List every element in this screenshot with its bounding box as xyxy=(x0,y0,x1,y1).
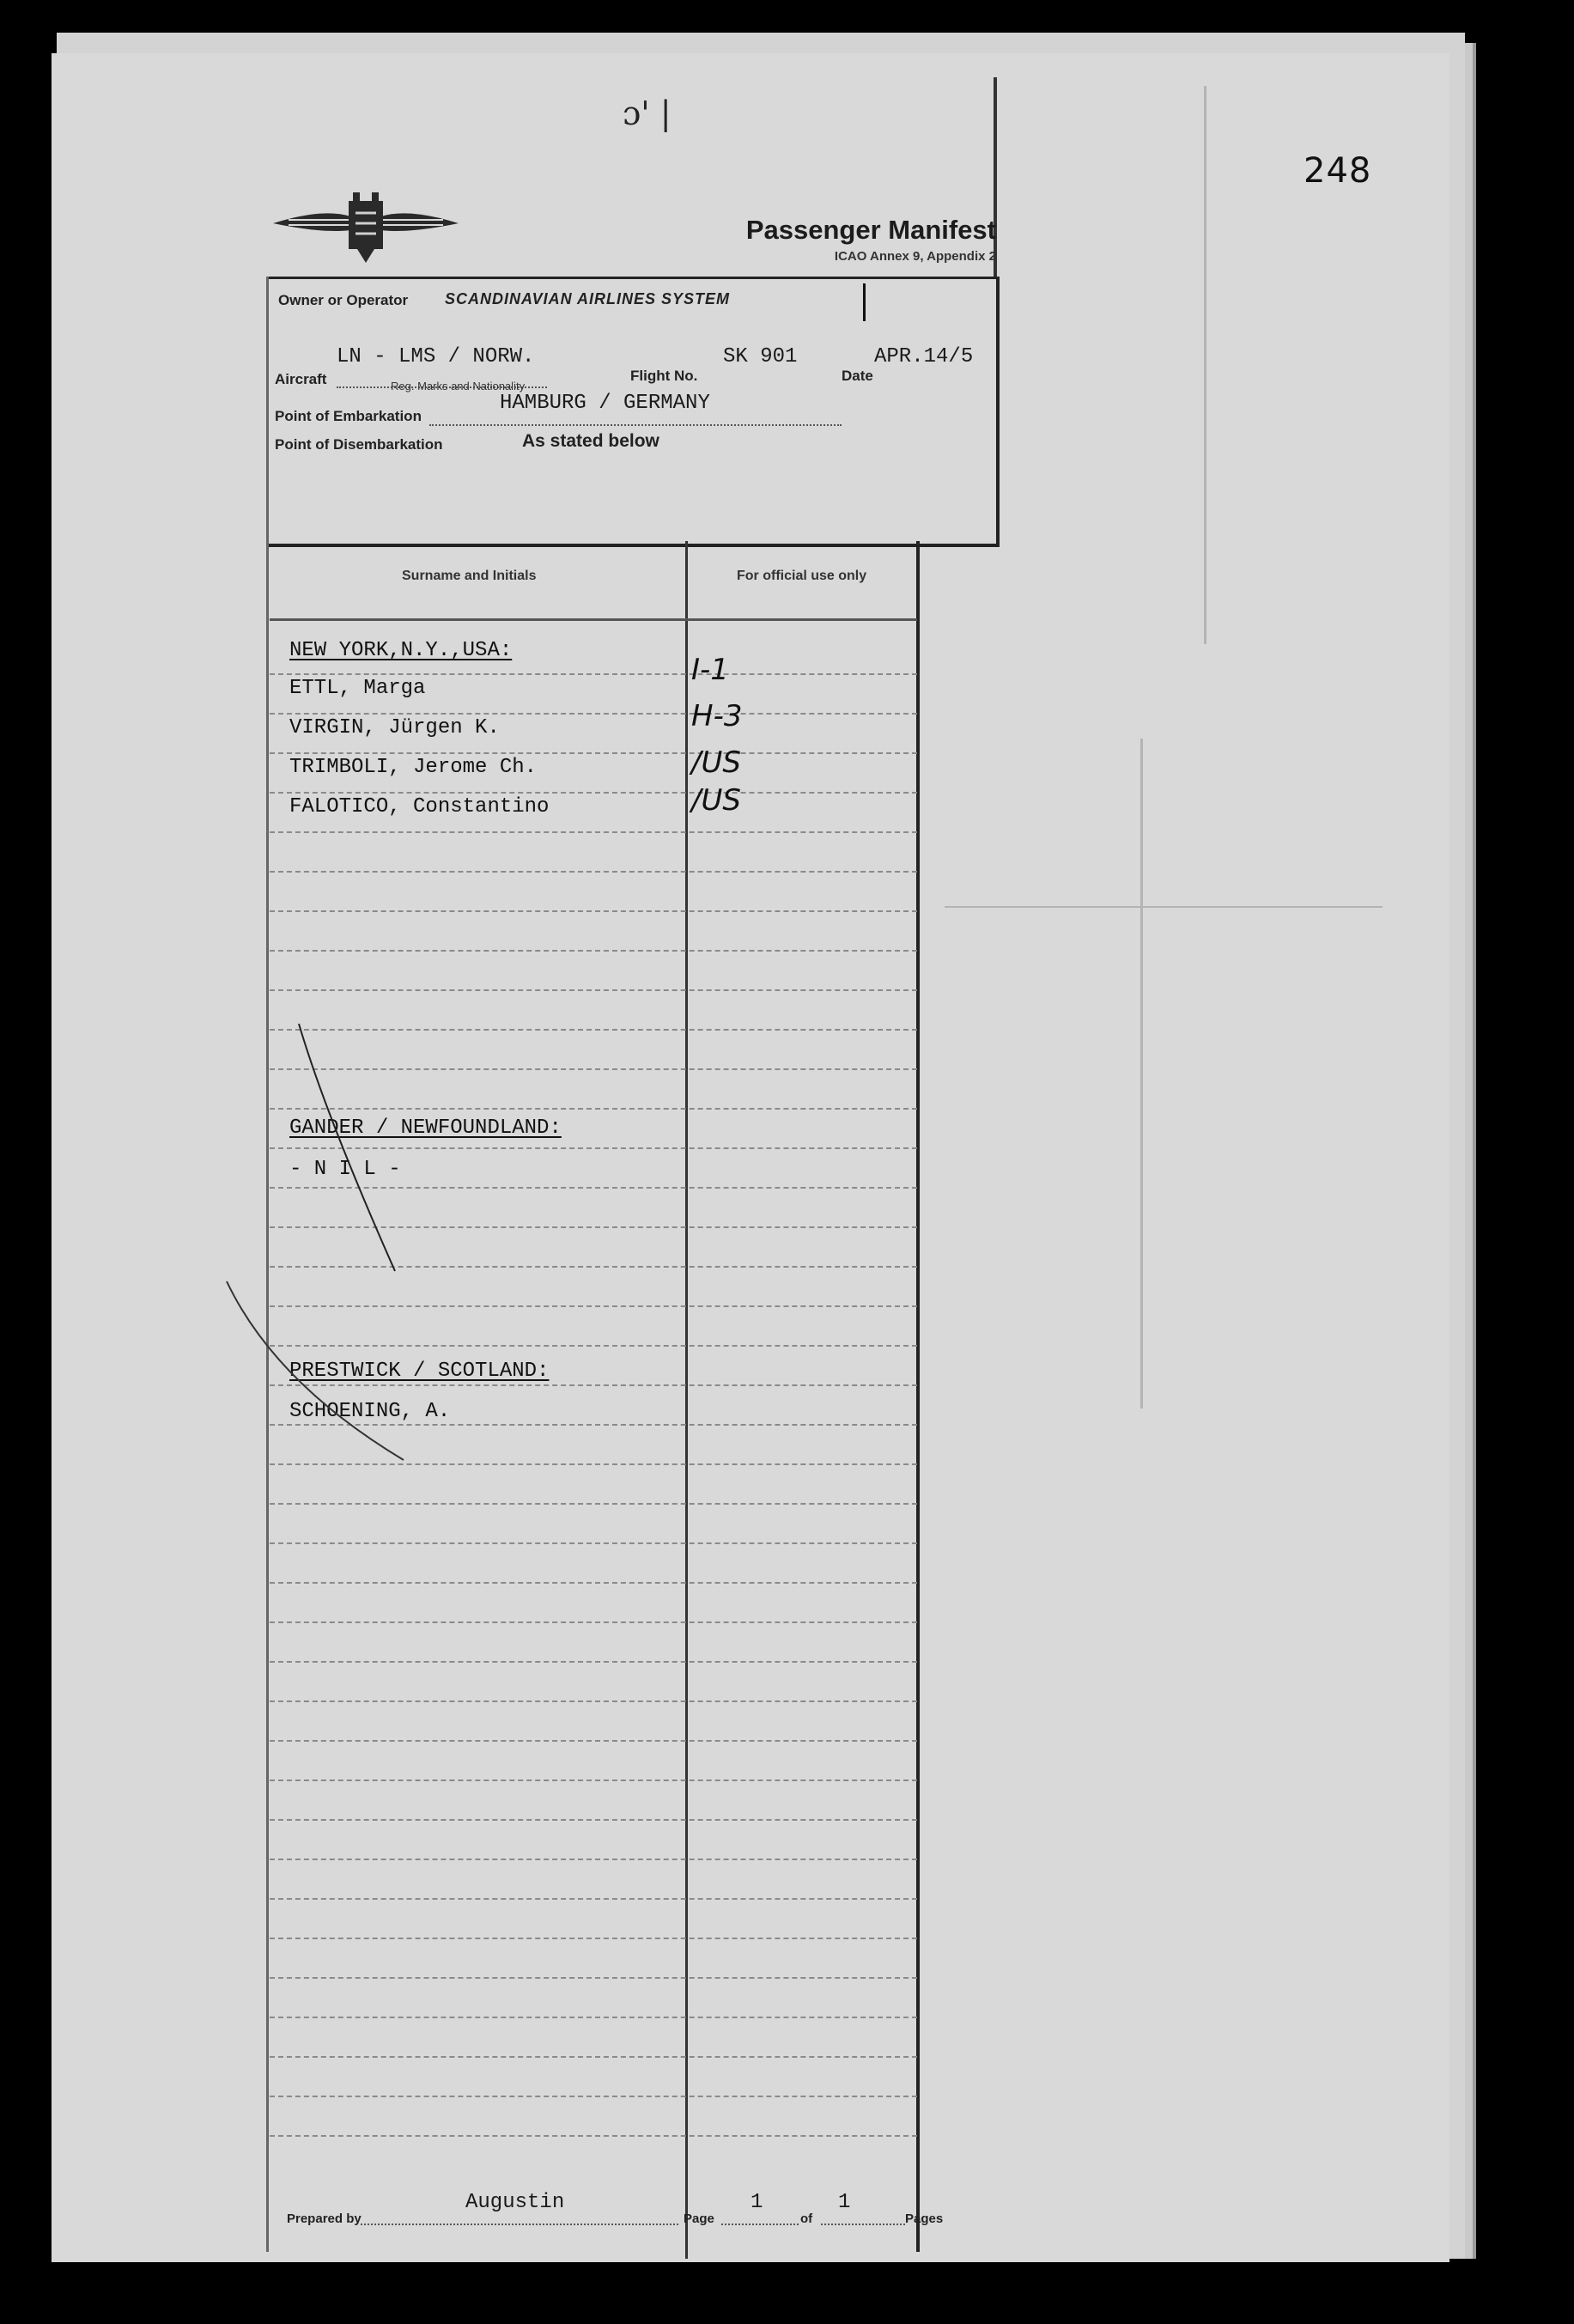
table-rule xyxy=(270,831,917,833)
table-rule xyxy=(270,1780,917,1781)
flight-number-value: SK 901 xyxy=(723,345,798,368)
form-title: Passenger Manifest xyxy=(745,215,996,245)
column-header-official: For official use only xyxy=(737,569,867,583)
column-divider xyxy=(685,541,688,2259)
handwritten-stroke xyxy=(223,1280,412,1469)
official-mark: H-3 xyxy=(691,699,743,733)
of-label: of xyxy=(800,2211,813,2226)
passenger-manifest-form xyxy=(258,77,996,2242)
official-mark: /US xyxy=(691,783,741,818)
form-subtitle: ICAO Annex 9, Appendix 2 xyxy=(834,249,996,264)
owner-label: Owner or Operator xyxy=(278,292,409,308)
top-mark: ɔ' | xyxy=(623,94,672,132)
prepared-by-value: Augustin xyxy=(465,2191,565,2214)
table-rule xyxy=(270,1700,917,1702)
table-rule xyxy=(270,989,917,991)
form-footer xyxy=(258,2186,996,2246)
table-rule xyxy=(270,1582,917,1584)
table-rule xyxy=(270,1938,917,1939)
table-rule xyxy=(270,2135,917,2137)
form-title-block xyxy=(635,215,996,264)
passenger-row: FALOTICO, Constantino xyxy=(289,795,550,818)
table-rule xyxy=(270,2056,917,2058)
of-value: 1 xyxy=(838,2191,851,2214)
passenger-row: VIRGIN, Jürgen K. xyxy=(289,716,500,739)
date-value: APR.14/5 xyxy=(874,345,974,368)
airline-logo xyxy=(271,189,460,266)
handwritten-stroke xyxy=(292,1022,404,1280)
prepared-by-label: Prepared by xyxy=(287,2211,362,2226)
prepared-by-underline xyxy=(361,2224,678,2225)
embarkation-underline xyxy=(429,424,842,426)
embarkation-label: Point of Embarkation xyxy=(275,408,422,424)
section-heading-gander: GANDER / NEWFOUNDLAND: xyxy=(289,1116,562,1140)
disembarkation-label: Point of Disembarkation xyxy=(275,436,443,453)
bleed-through-line xyxy=(945,906,1383,908)
embarkation-value: HAMBURG / GERMANY xyxy=(500,392,710,415)
table-rule xyxy=(270,752,917,754)
page-underline xyxy=(721,2224,799,2225)
header-rule xyxy=(270,618,917,621)
table-rule xyxy=(270,1621,917,1623)
table-rule xyxy=(270,1542,917,1544)
bleed-through-line xyxy=(1140,739,1143,1408)
table-rule xyxy=(270,1503,917,1505)
table-rule xyxy=(270,2017,917,2018)
page-value: 1 xyxy=(751,2191,763,2214)
table-rule xyxy=(270,1819,917,1821)
handwritten-stroke xyxy=(863,283,866,321)
section-heading-new-york: NEW YORK,N.Y.,USA: xyxy=(289,639,513,662)
passenger-row: SCHOENING, A. xyxy=(289,1400,451,1423)
pages-label: Pages xyxy=(905,2211,944,2226)
passenger-row: ETTL, Marga xyxy=(289,677,426,700)
of-underline xyxy=(821,2224,905,2225)
table-rule xyxy=(270,910,917,912)
table-rule xyxy=(270,1661,917,1663)
table-rule xyxy=(270,792,917,794)
table-rule xyxy=(270,713,917,715)
table-rule xyxy=(270,950,917,952)
table-rule xyxy=(270,2096,917,2097)
aircraft-label: Aircraft xyxy=(275,371,327,387)
column-header-name: Surname and Initials xyxy=(402,569,537,583)
disembarkation-value: As stated below xyxy=(522,431,659,451)
table-rule xyxy=(270,1977,917,1979)
table-rule xyxy=(270,871,917,873)
flight-number-label: Flight No. xyxy=(630,368,698,384)
passenger-row: - N I L - xyxy=(289,1158,401,1181)
page-label: Page xyxy=(684,2211,714,2226)
table-rule xyxy=(270,1898,917,1900)
aircraft-value: LN - LMS / NORW. xyxy=(337,345,535,368)
page-number: 248 xyxy=(1304,151,1372,191)
official-mark: I-1 xyxy=(691,653,729,687)
owner-value: SCANDINAVIAN AIRLINES SYSTEM xyxy=(445,290,731,307)
passenger-row: TRIMBOLI, Jerome Ch. xyxy=(289,756,538,779)
table-rule xyxy=(270,1740,917,1742)
table-rule xyxy=(270,673,917,675)
section-heading-prestwick: PRESTWICK / SCOTLAND: xyxy=(289,1360,550,1383)
table-rule xyxy=(270,1859,917,1860)
official-mark: /US xyxy=(691,745,741,780)
bleed-through-line xyxy=(1204,86,1206,644)
aircraft-sublabel: Reg. Marks and Nationality xyxy=(391,380,526,392)
date-label: Date xyxy=(842,368,873,384)
